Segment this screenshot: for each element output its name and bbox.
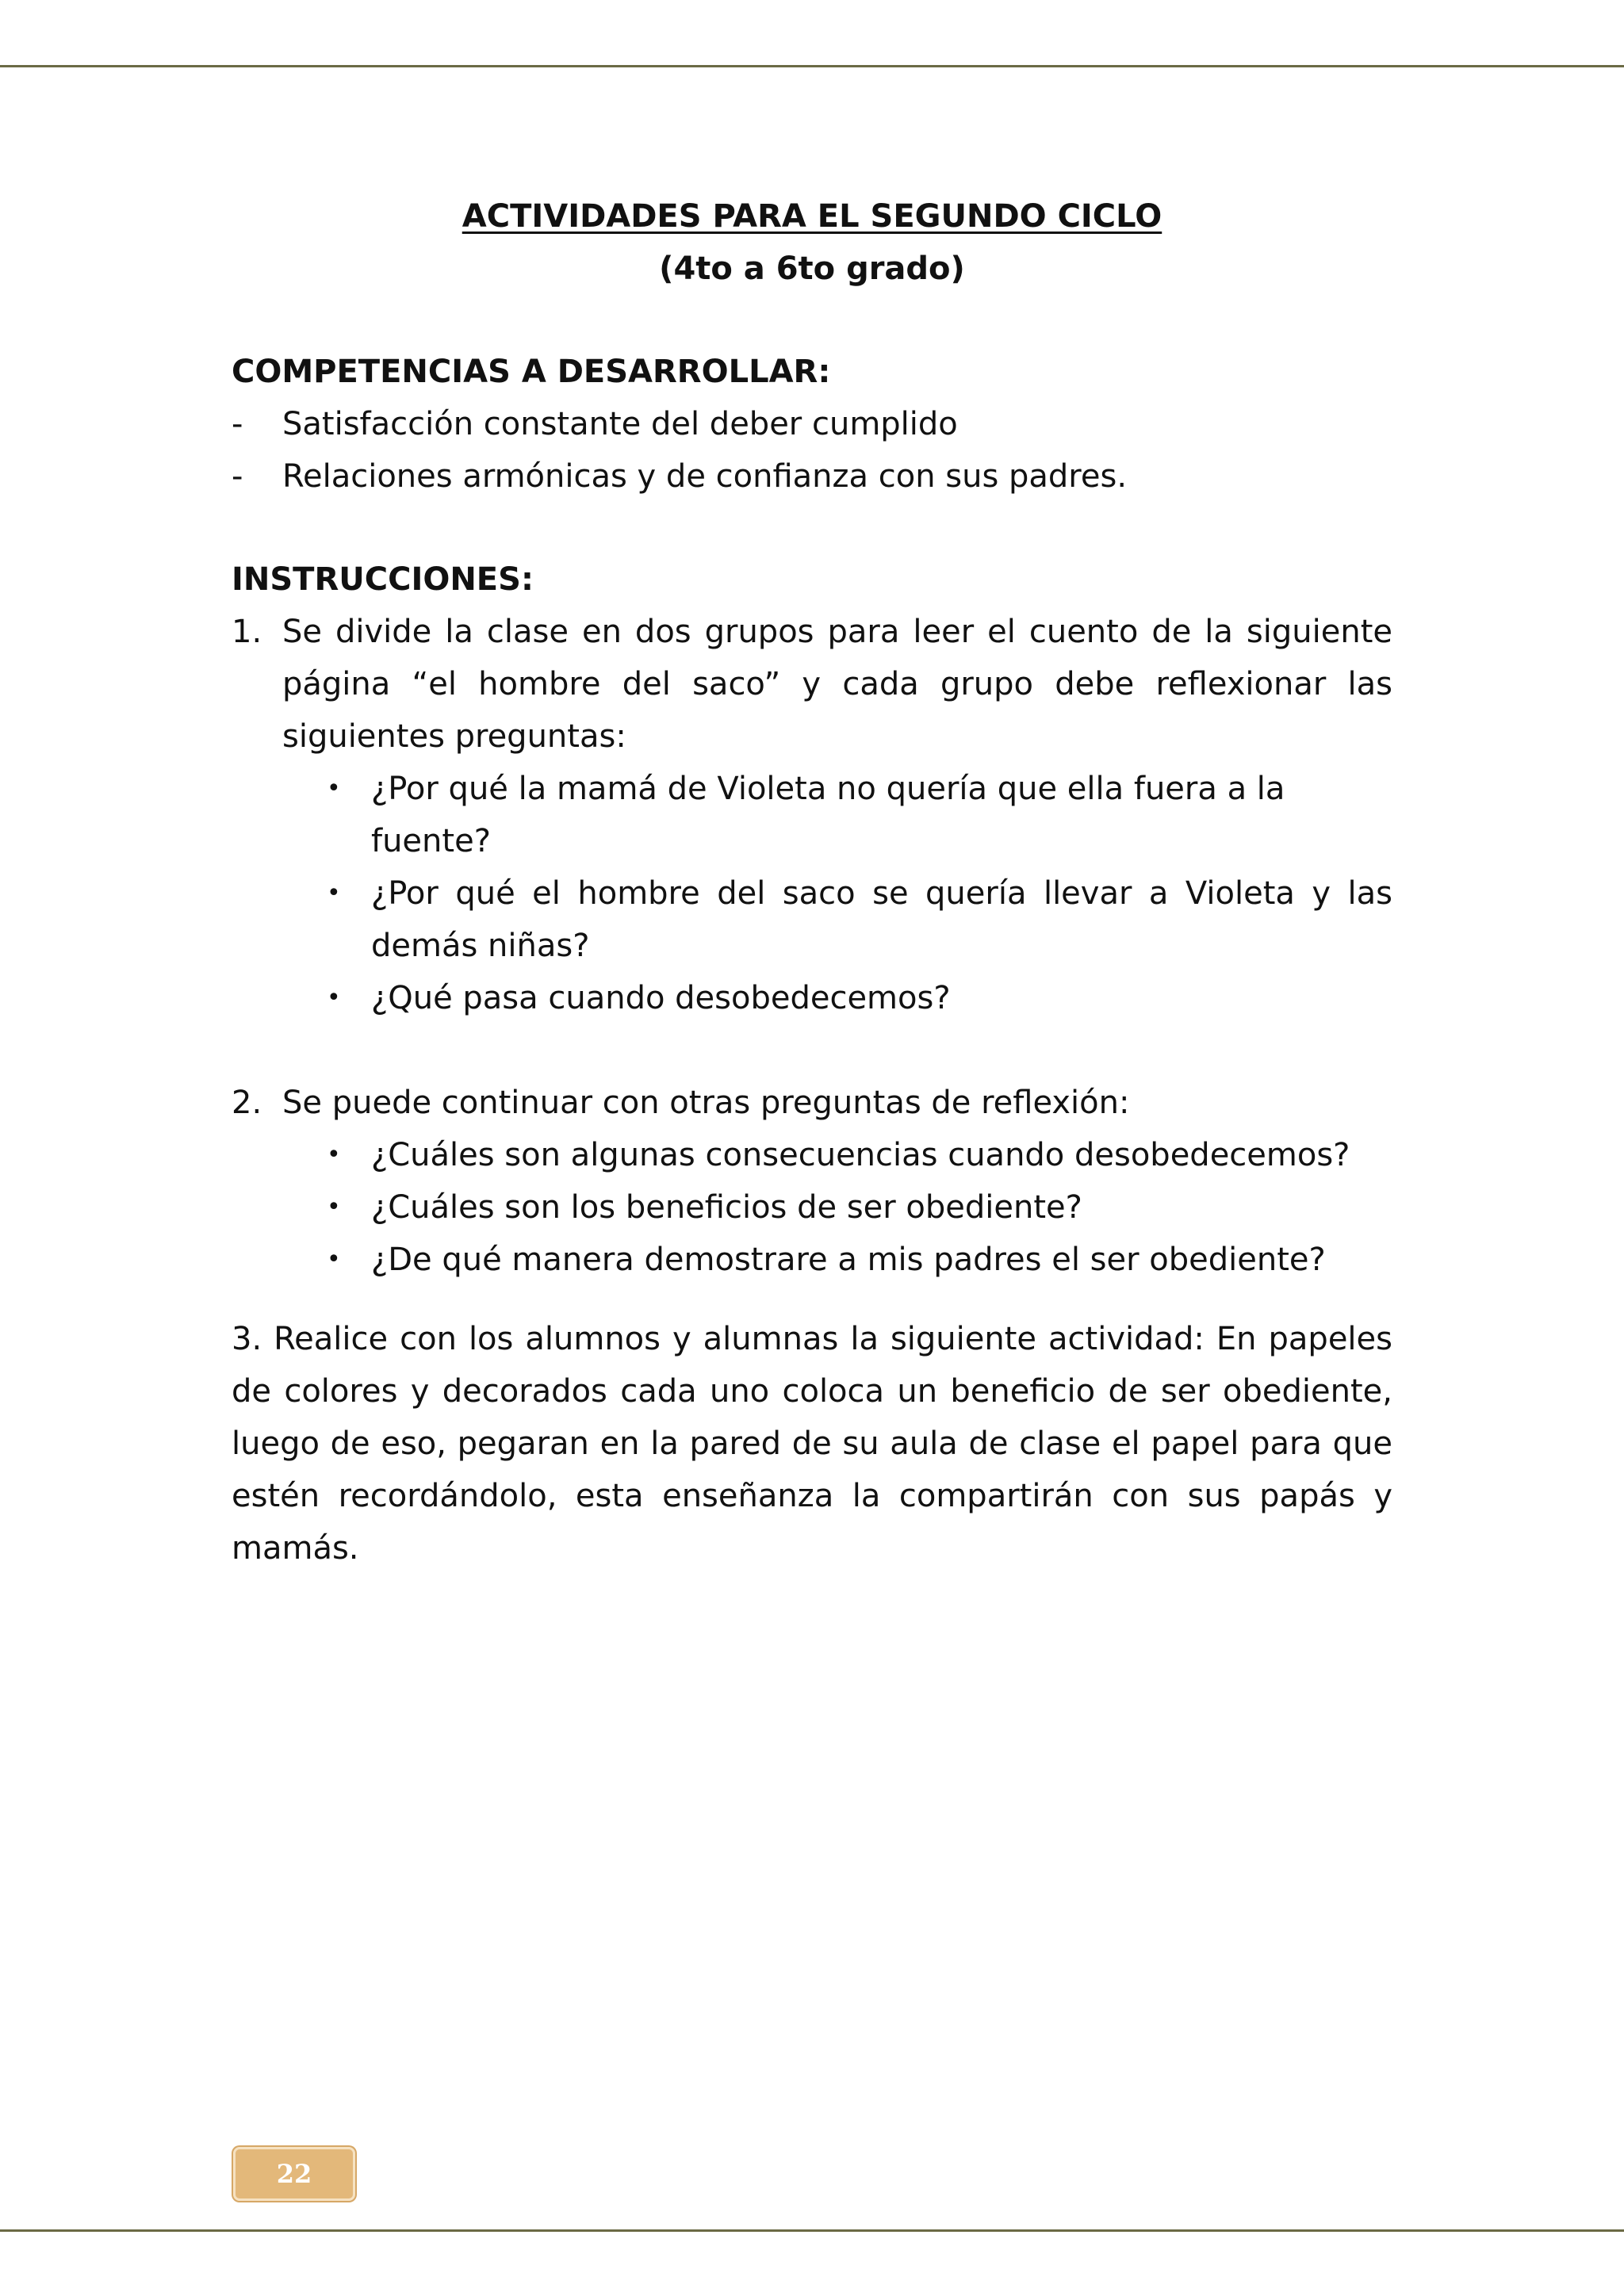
question-text: ¿De qué manera demostrare a mis padres el ser obediente? bbox=[371, 1242, 1326, 1278]
bullet-icon: • bbox=[327, 1246, 341, 1273]
instruccion-item-2 bbox=[232, 1077, 1392, 1129]
top-rule bbox=[0, 65, 1624, 67]
dash-marker: - bbox=[232, 458, 243, 495]
instrucciones-heading: INSTRUCCIONES: bbox=[232, 561, 534, 598]
page-title: ACTIVIDADES PARA EL SEGUNDO CICLO bbox=[462, 198, 1162, 235]
page-content bbox=[232, 190, 1392, 1575]
number-marker: 2. bbox=[232, 1085, 262, 1121]
competencia-item bbox=[232, 398, 1392, 450]
competencia-text: Satisfacción constante del deber cumplido bbox=[282, 406, 958, 442]
competencias-heading: COMPETENCIAS A DESARROLLAR: bbox=[232, 354, 831, 390]
competencia-item bbox=[232, 450, 1392, 503]
page-subtitle: (4to a 6to grado) bbox=[659, 251, 965, 287]
question-list bbox=[232, 763, 1392, 1024]
bottom-rule bbox=[0, 2229, 1624, 2232]
bullet-icon: • bbox=[327, 1141, 341, 1169]
instruccion-item-1 bbox=[232, 606, 1392, 763]
bullet-icon: • bbox=[327, 879, 341, 907]
question-list bbox=[232, 1129, 1392, 1286]
instruccion-text: Se puede continuar con otras preguntas de reflexión: bbox=[282, 1085, 1130, 1121]
question-text: ¿Qué pasa cuando desobedecemos? bbox=[371, 980, 951, 1016]
list-item bbox=[327, 763, 1392, 867]
question-text: ¿Por qué el hombre del saco se quería llevar a Violeta y las demás niñas? bbox=[371, 875, 1392, 964]
list-item bbox=[327, 1234, 1392, 1286]
list-item bbox=[327, 1129, 1392, 1181]
page-number-badge bbox=[233, 2147, 355, 2201]
instruccion-item-3: 3. Realice con los alumnos y alumnas la siguiente actividad: En papeles de colores y decorados cada uno coloca un beneficio de ser obediente, luego de eso, pegaran en la pared de su aula de clase el papel para que estén recordándolo, esta enseñanza la compartirán con sus papás y mamás. bbox=[232, 1321, 1392, 1567]
competencia-text: Relaciones armónicas y de confianza con sus padres. bbox=[282, 458, 1128, 495]
instruccion-text: Se divide la clase en dos grupos para leer el cuento de la siguiente página “el hombre del saco” y cada grupo debe reflexionar las siguientes preguntas: bbox=[282, 614, 1392, 755]
bullet-icon: • bbox=[327, 1193, 341, 1221]
list-item bbox=[327, 1181, 1392, 1234]
list-item bbox=[327, 972, 1392, 1024]
list-item bbox=[327, 867, 1392, 972]
number-marker: 1. bbox=[232, 614, 262, 650]
bullet-icon: • bbox=[327, 775, 341, 802]
question-text: ¿Cuáles son los beneficios de ser obediente? bbox=[371, 1189, 1082, 1226]
page-number: 22 bbox=[276, 2159, 312, 2189]
bullet-icon: • bbox=[327, 984, 341, 1012]
dash-marker: - bbox=[232, 406, 243, 442]
question-text: ¿Por qué la mamá de Violeta no quería que ella fuera a la fuente? bbox=[371, 771, 1285, 859]
question-text: ¿Cuáles son algunas consecuencias cuando desobedecemos? bbox=[371, 1137, 1350, 1173]
